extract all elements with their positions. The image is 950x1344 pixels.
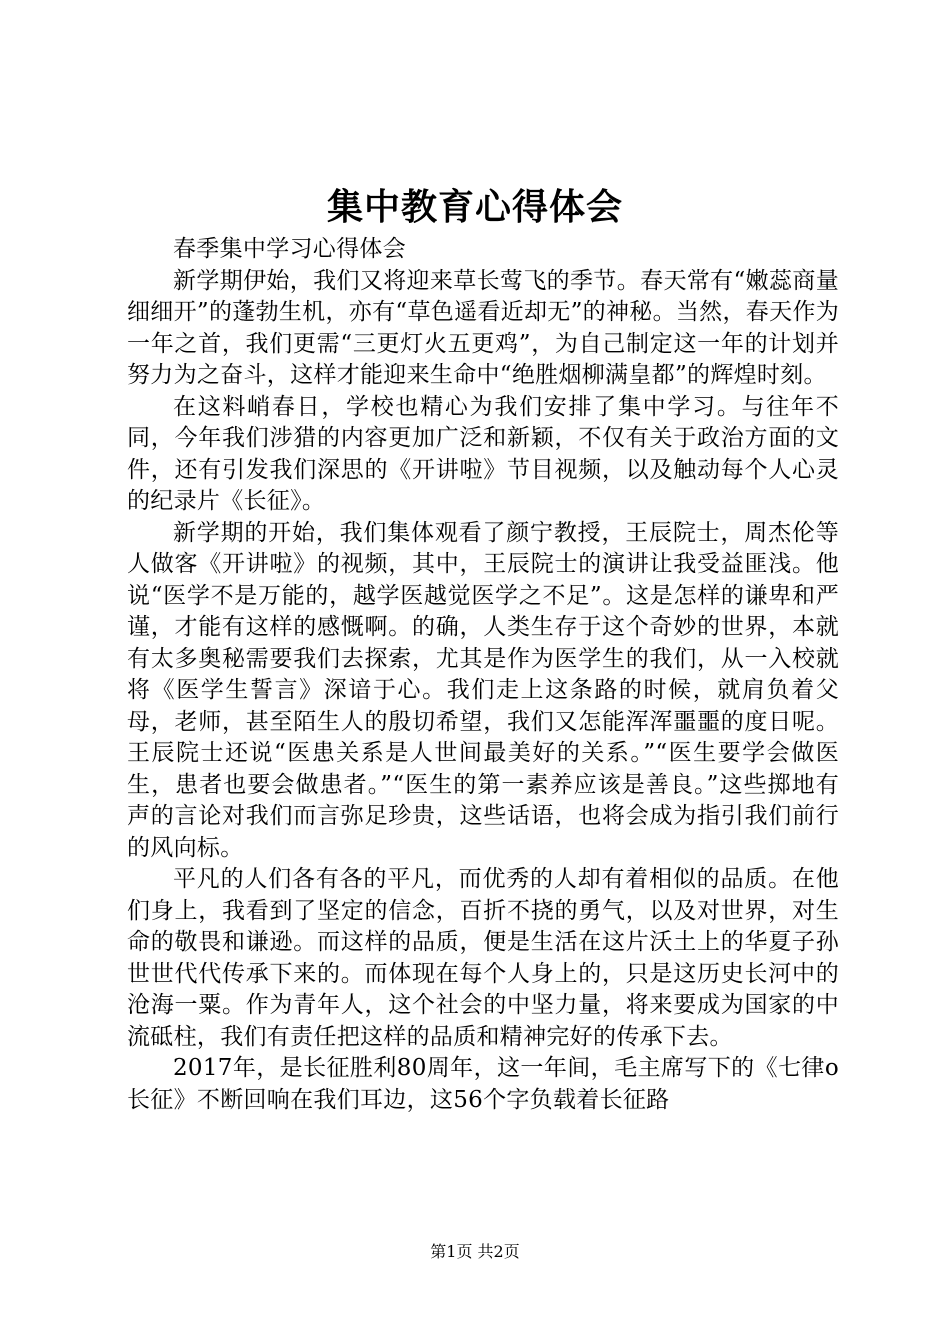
paragraph: 2017年，是长征胜利80周年，这一年间，毛主席写下的《七律ο长征》不断回响在我们耳边，这56个字负载着长征路 xyxy=(127,1055,839,1113)
paragraph: 新学期的开始，我们集体观看了颜宁教授，王辰院士，周杰伦等人做客《开讲啦》的视频，其中，王辰院士的演讲让我受益匪浅。他说“医学不是万能的，越学医越觉医学之不足”。这是怎样的谦卑和严谨，才能有这样的感慨啊。的确，人类生存于这个奇妙的世界，本就有太多奥秘需要我们去探索，尤其是作为医学生的我们，从一入校就将《医学生誓言》深谙于心。我们走上这条路的时候，就肩负着父母，老师，甚至陌生人的殷切希望，我们又怎能浑浑噩噩的度日呢。王辰院士还说“医患关系是人世间最美好的关系。”“医生要学会做医生，患者也要会做患者。”“医生的第一素养应该是善良。”这些掷地有声的言论对我们而言弥足珍贵，这些话语，也将会成为指引我们前行的风向标。 xyxy=(127,519,839,861)
document-title: 集中教育心得体会 xyxy=(326,186,623,228)
paragraph: 在这料峭春日，学校也精心为我们安排了集中学习。与往年不同，今年我们涉猎的内容更加广泛和新颖，不仅有关于政治方面的文件，还有引发我们深思的《开讲啦》节目视频，以及触动每个人心灵的纪录片《长征》。 xyxy=(127,393,839,514)
document-body xyxy=(127,234,839,1116)
paragraph: 平凡的人们各有各的平凡，而优秀的人却有着相似的品质。在他们身上，我看到了坚定的信念，百折不挠的勇气，以及对世界，对生命的敬畏和谦逊。而这样的品质，便是生活在这片沃土上的华夏子孙世世代代传承下来的。而体现在每个人身上的，只是这历史长河中的沧海一粟。作为青年人，这个社会的中坚力量，将来要成为国家的中流砥柱，我们有责任把这样的品质和精神完好的传承下去。 xyxy=(127,866,839,1050)
document-subtitle: 春季集中学习心得体会 xyxy=(173,236,406,262)
page-footer: 第1页 共2页 xyxy=(430,1242,520,1261)
paragraph: 新学期伊始，我们又将迎来草长莺飞的季节。春天常有“嫩蕊商量细细开”的蓬勃生机，亦有“草色遥看近却无”的神秘。当然，春天作为一年之首，我们更需“三更灯火五更鸡”，为自己制定这一年的计划并努力为之奋斗，这样才能迎来生命中“绝胜烟柳满皇都”的辉煌时刻。 xyxy=(127,267,839,388)
